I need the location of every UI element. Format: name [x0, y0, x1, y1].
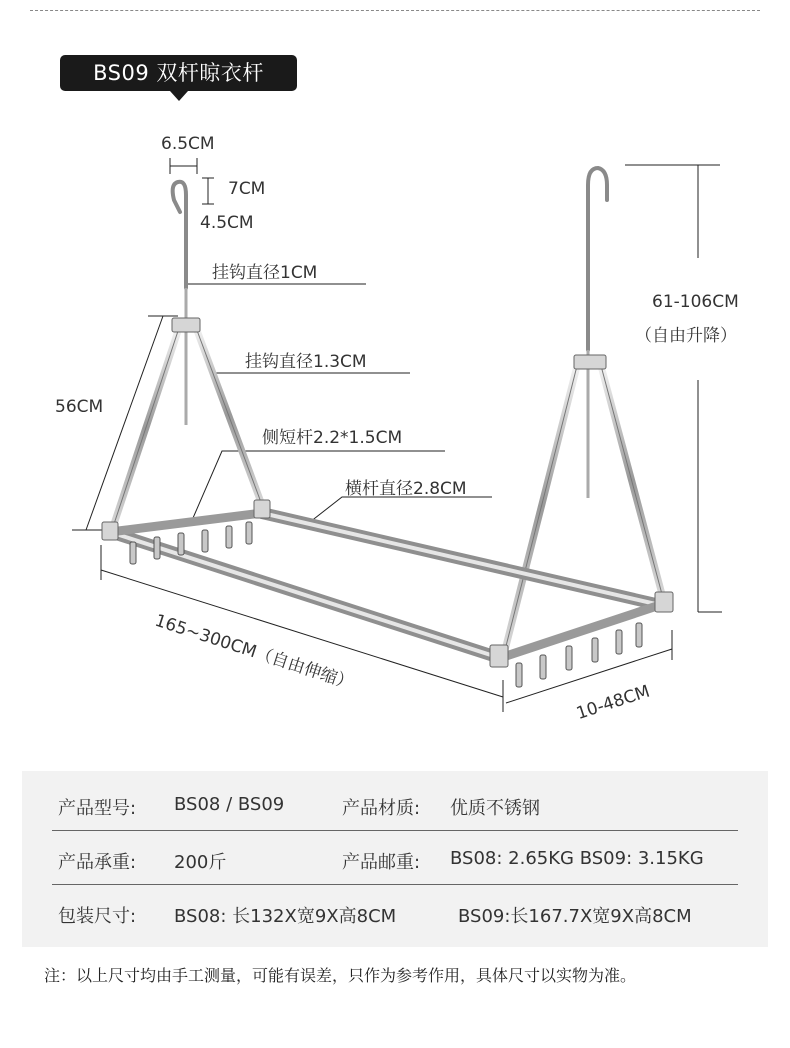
- cross-rod-label: 横杆直径2.8CM: [345, 479, 467, 499]
- hook-opening-label: 4.5CM: [200, 213, 254, 233]
- spec-value: BS08: 长132X宽9X高8CM: [174, 906, 397, 927]
- spec-value: 200斤: [174, 852, 227, 873]
- spec-label: 产品材质:: [342, 798, 421, 819]
- hook-diameter-label: 挂钩直径1CM: [212, 263, 318, 283]
- product-title: BS09 双杆晾衣杆: [93, 61, 264, 85]
- top-divider: [30, 10, 760, 11]
- spec-label: 包装尺寸:: [58, 906, 137, 927]
- hook-height-label: 7CM: [228, 179, 266, 199]
- disclaimer-note: 注：以上尺寸均由手工测量，可能有误差，只作为参考作用，具体尺寸以实物为准。: [44, 966, 637, 985]
- spec-row: [52, 777, 738, 831]
- spec-label: 产品型号:: [58, 798, 137, 819]
- drying-rack-illustration: [0, 100, 790, 720]
- hook-width-label: 6.5CM: [161, 134, 215, 154]
- spec-row: [52, 885, 738, 938]
- spec-table: [22, 771, 768, 947]
- width-label: 10-48CM: [574, 681, 653, 725]
- spec-value: 优质不锈钢: [450, 798, 540, 819]
- spec-value: BS08 / BS09: [174, 794, 285, 815]
- length-label: 165~300CM（自由伸缩）: [152, 610, 356, 694]
- side-rod-label: 侧短杆2.2*1.5CM: [262, 428, 403, 448]
- product-title-tag: [60, 55, 297, 91]
- spec-label: 产品邮重:: [342, 852, 421, 873]
- spec-label: 产品承重:: [58, 852, 137, 873]
- spec-value: BS08: 2.65KG BS09: 3.15KG: [450, 848, 704, 869]
- adjust-height-note: （自由升降）: [635, 326, 737, 346]
- tripod-height-label: 56CM: [55, 397, 104, 417]
- hook-rod-diameter-label: 挂钩直径1.3CM: [245, 352, 367, 372]
- adjust-height-label: 61-106CM: [652, 292, 739, 312]
- spec-row: [52, 831, 738, 885]
- spec-value: BS09:长167.7X宽9X高8CM: [458, 906, 692, 927]
